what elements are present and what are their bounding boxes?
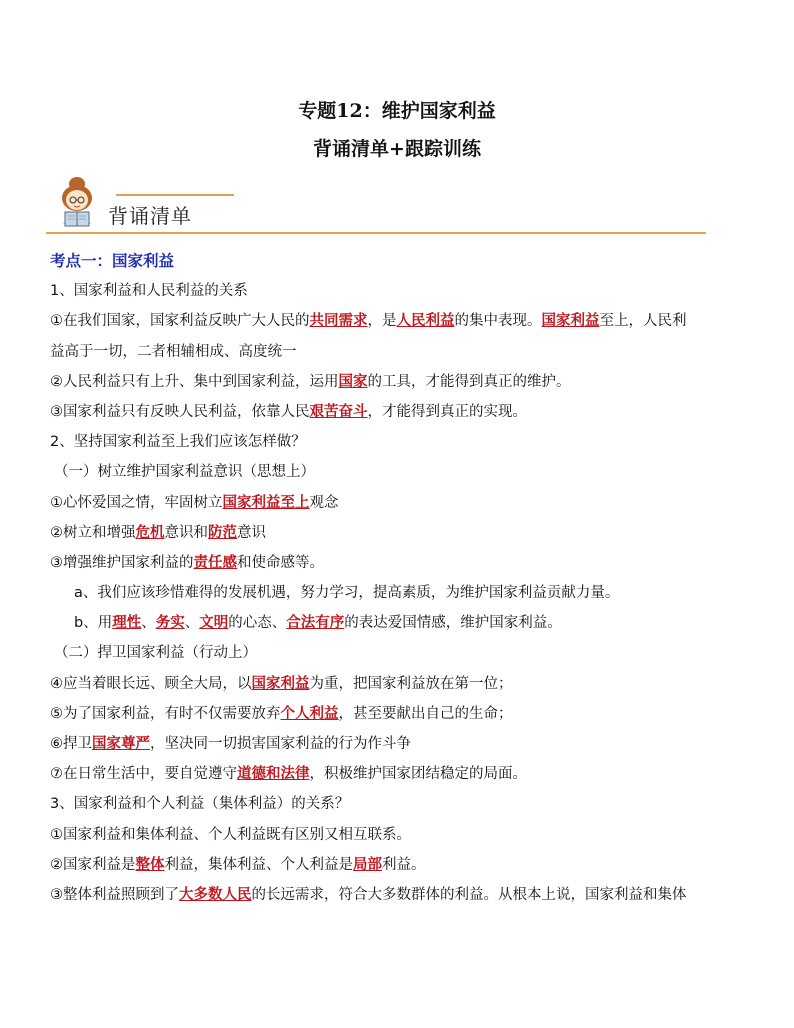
text-segment: 至上，人民利 [599, 313, 687, 330]
text-segment: 意识和 [164, 524, 208, 541]
key-term: 危机 [135, 524, 165, 541]
key-term: 理性 [112, 615, 142, 632]
text-segment: ②树立和增强 [50, 524, 136, 541]
text-line [50, 789, 750, 819]
text-segment: ⑦在日常生活中，要自觉遵守 [50, 766, 237, 783]
text-line [50, 638, 750, 668]
text-segment: 、 [141, 615, 156, 632]
text-segment: （一）树立维护国家利益意识（思想上） [54, 464, 315, 481]
text-line [50, 306, 750, 336]
text-line [50, 699, 750, 729]
text-line [50, 488, 750, 518]
text-segment: ①国家利益和集体利益、个人利益既有区别又相互联系。 [50, 826, 411, 843]
key-term: 个人利益 [280, 705, 339, 722]
banner-label: 背诵清单 [108, 204, 192, 228]
section-banner [46, 174, 706, 236]
text-line [50, 367, 750, 397]
key-term: 责任感 [193, 554, 237, 571]
text-line [50, 276, 750, 306]
banner-top-rule [116, 194, 234, 196]
text-line [50, 850, 750, 880]
key-term: 人民利益 [396, 313, 455, 330]
text-segment: ③整体利益照顾到了 [50, 886, 179, 903]
key-term: 国家 [338, 373, 368, 390]
text-segment: ①在我们国家，国家利益反映广大人民的 [50, 313, 310, 330]
text-segment: 3、国家利益和个人利益（集体利益）的关系？ [50, 796, 350, 813]
text-line [50, 397, 750, 427]
key-term: 国家尊严 [92, 736, 150, 752]
key-term: 防范 [208, 524, 237, 541]
key-term: 国家利益 [541, 313, 600, 330]
text-segment: ③增强维护国家利益的 [50, 554, 194, 571]
text-line [50, 578, 750, 608]
key-term: 共同需求 [309, 313, 368, 330]
text-segment: 2、坚持国家利益至上我们应该怎样做？ [50, 434, 306, 451]
text-segment: ②人民利益只有上升、集中到国家利益，运用 [50, 373, 339, 390]
text-line [50, 880, 750, 910]
text-line [50, 608, 750, 638]
reading-girl-icon [50, 174, 104, 230]
text-line [50, 820, 750, 850]
text-segment: ，才能得到真正的实现。 [367, 403, 527, 420]
text-segment: ，是 [367, 313, 397, 330]
text-segment: （二）捍卫国家利益（行动上） [54, 645, 257, 662]
text-segment: ②国家利益是 [50, 856, 136, 873]
key-term: 大多数人民 [179, 886, 252, 903]
text-segment: 为重，把国家利益放在第一位； [309, 675, 513, 692]
text-line [50, 669, 750, 699]
text-segment: 利益，集体利益、个人利益是 [164, 856, 353, 873]
text-segment: 的心态、 [228, 615, 287, 632]
key-term: 整体 [135, 856, 165, 873]
text-segment: 的表达爱国情感，维护国家利益。 [344, 615, 562, 632]
text-segment: ，坚决同一切损害国家利益的行为作斗争 [150, 736, 411, 752]
text-line [50, 518, 750, 548]
text-segment: ③国家利益只有反映人民利益，依靠人民 [50, 403, 310, 420]
key-term: 务实 [155, 615, 185, 632]
text-segment: ①心怀爱国之情，牢固树立 [50, 494, 223, 511]
key-term: 合法有序 [286, 615, 345, 632]
text-segment: 的集中表现。 [454, 313, 542, 330]
text-segment: ，甚至要献出自己的生命； [338, 705, 513, 722]
text-segment: 的工具，才能得到真正的维护。 [367, 373, 571, 390]
text-segment: 1、国家利益和人民利益的关系 [50, 283, 248, 300]
content-body [50, 246, 750, 910]
text-segment: 的长远需求，符合大多数群体的利益。从根本上说，国家利益和集体 [251, 886, 687, 903]
banner-bottom-rule [46, 232, 706, 234]
key-term: 国家利益 [251, 675, 310, 692]
text-line [50, 427, 750, 457]
page-title: 专题12：维护国家利益 [298, 100, 496, 122]
text-segment: ④应当着眼长远、顾全大局，以 [50, 675, 252, 692]
key-term: 国家利益至上 [222, 494, 310, 511]
text-line [50, 457, 750, 487]
text-line [50, 548, 750, 578]
text-segment: ，积极维护国家团结稳定的局面。 [309, 766, 527, 783]
key-term: 道德和法律 [237, 766, 310, 783]
text-segment: 益高于一切，二者相辅相成、高度统一 [50, 343, 297, 360]
text-segment: 观念 [309, 494, 339, 511]
text-lines [50, 276, 750, 910]
text-segment: ⑤为了国家利益，有时不仅需要放弃 [50, 705, 281, 722]
text-segment: a、我们应该珍惜难得的发展机遇，努力学习，提高素质，为维护国家利益贡献力量。 [74, 585, 620, 602]
text-line [50, 337, 750, 367]
text-segment: 利益。 [382, 856, 426, 873]
text-segment: 意识 [237, 524, 266, 541]
text-line [50, 729, 750, 759]
page-subtitle: 背诵清单+跟踪训练 [313, 138, 481, 160]
text-segment: 、 [184, 615, 200, 632]
text-segment: 和使命感等。 [237, 554, 324, 571]
text-segment: ⑥捍卫 [50, 736, 92, 752]
key-term: 艰苦奋斗 [309, 403, 368, 420]
text-line [50, 759, 750, 789]
key-term: 文明 [199, 615, 229, 632]
key-term: 局部 [353, 856, 382, 873]
section-heading: 考点一：国家利益 [50, 252, 175, 270]
text-segment: b、用 [74, 615, 113, 632]
